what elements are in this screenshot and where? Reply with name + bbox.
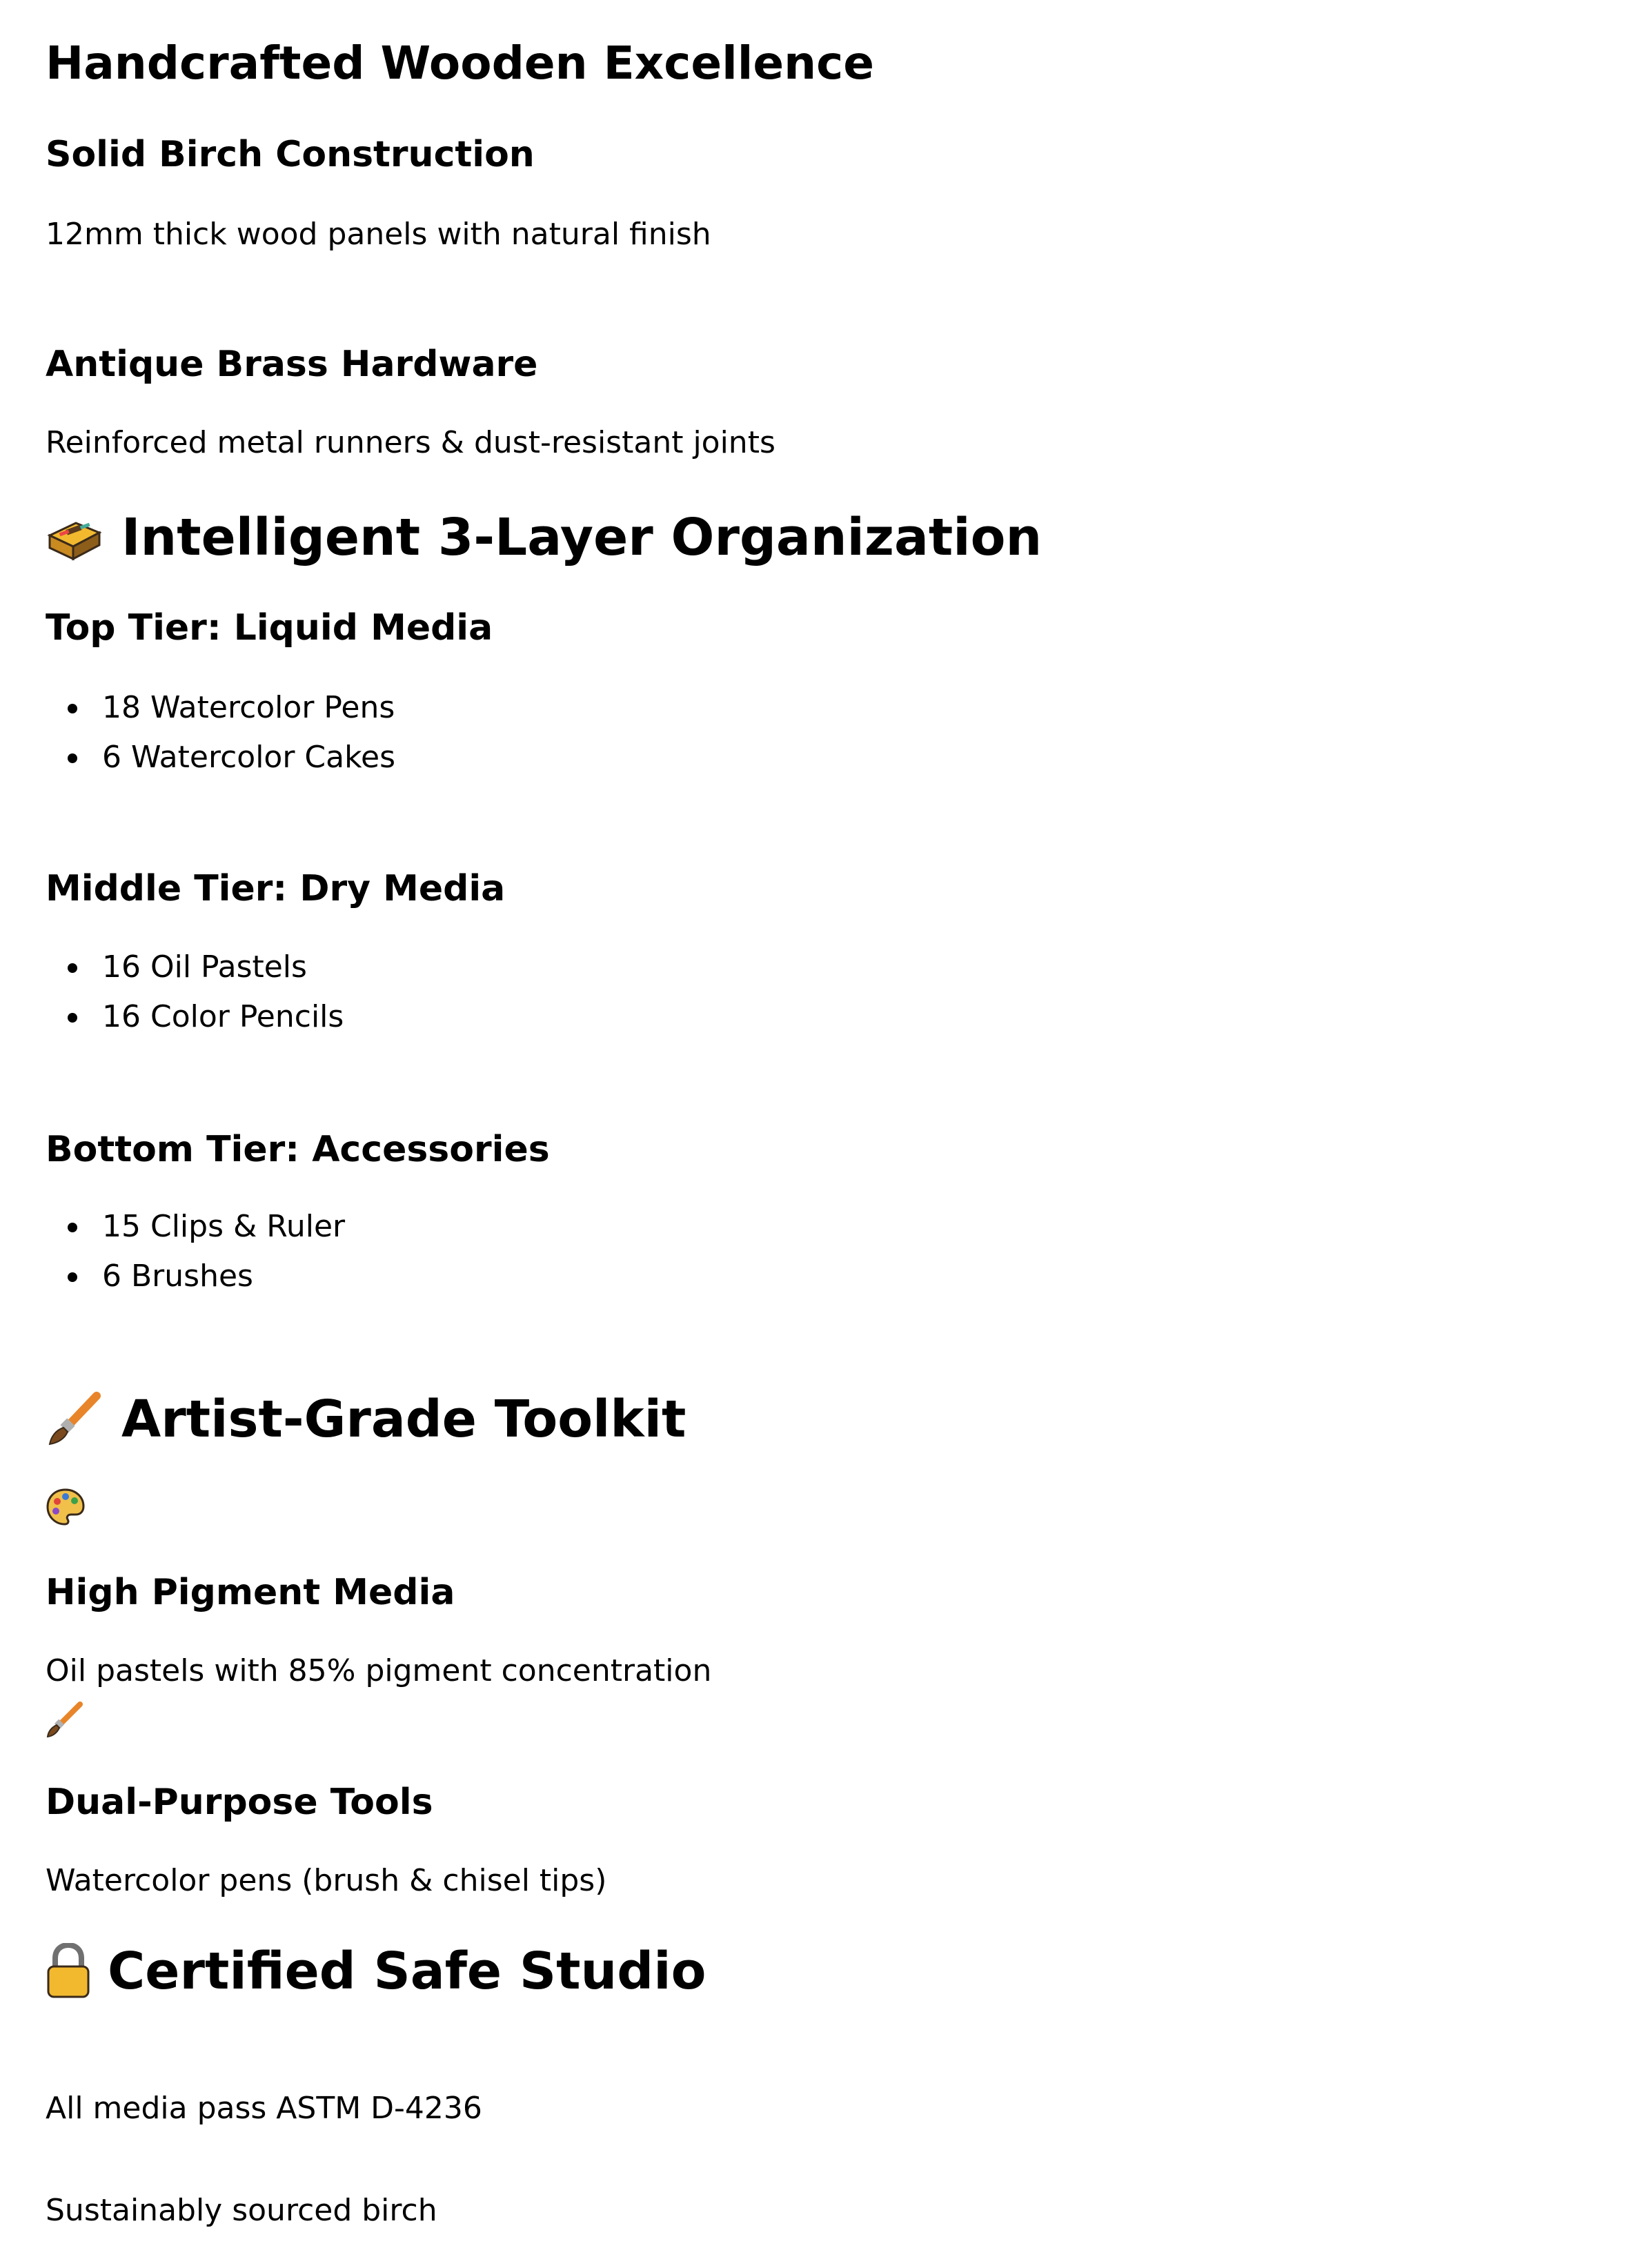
lock-icon [46,1943,91,2000]
tier-list-bottom [46,1207,345,1307]
tier-list-middle [46,948,344,1047]
safety-line-birch: Sustainably sourced birch [46,2193,437,2228]
feature-text-tools: Watercolor pens (brush & chisel tips) [46,1863,607,1898]
list-item: 15 Clips & Ruler [46,1207,345,1257]
tier-heading-bottom: Bottom Tier: Accessories [46,1129,550,1170]
tier-list-top [46,689,395,788]
feature-heading-birch: Solid Birch Construction [46,134,535,175]
safety-line-astm: All media pass ASTM D-4236 [46,2091,482,2126]
feature-heading-pigment: High Pigment Media [46,1572,455,1613]
list-item: 16 Oil Pastels [46,948,344,998]
list-item: 6 Brushes [46,1257,345,1307]
feature-text-birch: 12mm thick wood panels with natural finish [46,217,711,252]
feature-text-pigment: Oil pastels with 85% pigment concentration [46,1653,712,1688]
tier-heading-top: Top Tier: Liquid Media [46,607,493,649]
section-title-organization [46,506,1042,569]
section-title-organization-text: Intelligent 3-Layer Organization [121,508,1042,567]
section-title-toolkit [46,1388,686,1450]
toolbox-icon [46,512,103,563]
section-title-construction: Handcrafted Wooden Excellence [46,37,874,90]
section-title-safety-text: Certified Safe Studio [108,1942,706,2001]
section-title-toolkit-text: Artist-Grade Toolkit [121,1390,686,1449]
list-item: 18 Watercolor Pens [46,689,395,738]
brush-small-icon [46,1702,84,1742]
feature-text-hardware: Reinforced metal runners & dust-resistant joints [46,425,775,460]
list-item: 16 Color Pencils [46,998,344,1047]
feature-heading-tools: Dual-Purpose Tools [46,1782,433,1823]
list-item: 6 Watercolor Cakes [46,738,395,788]
feature-heading-hardware: Antique Brass Hardware [46,344,538,385]
paintbrush-icon [46,1392,103,1447]
palette-icon [46,1488,86,1529]
section-title-safety [46,1940,706,2002]
tier-heading-middle: Middle Tier: Dry Media [46,868,506,909]
